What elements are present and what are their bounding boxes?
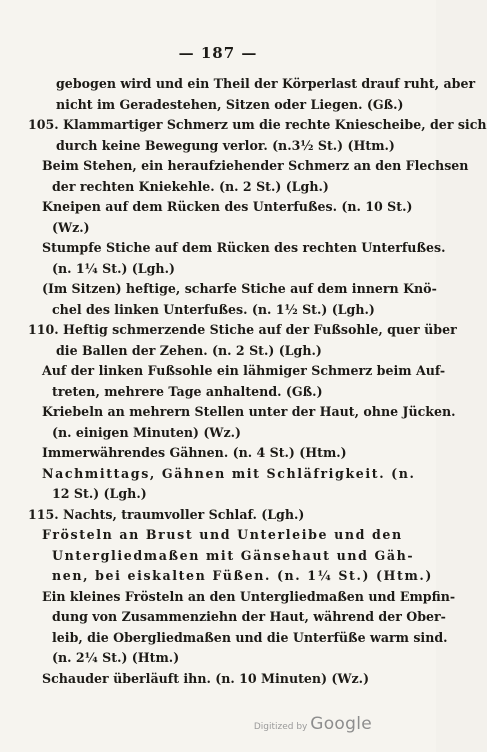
text-line: treten, mehrere Tage anhaltend. (Gß.): [52, 383, 323, 399]
text-line: gebogen wird und ein Theil der Körperlast drauf ruht, aber: [56, 76, 476, 91]
text-line: Kriebeln an mehrern Stellen unter der Haut, ohne Jücken.: [42, 404, 456, 419]
text-line: dung von Zusammenziehn der Haut, während der Ober-: [52, 609, 446, 624]
page-number: — 187 —: [178, 44, 258, 62]
text-line: Stumpfe Stiche auf dem Rücken des rechten Unterfußes.: [42, 240, 446, 255]
text-line: die Ballen der Zehen. (n. 2 St.) (Lgh.): [56, 342, 322, 358]
body-text: [28, 74, 487, 689]
text-line: 110. Heftig schmerzende Stiche auf der Fußsohle, quer über: [28, 322, 457, 337]
text-line: Immerwährendes Gähnen. (n. 4 St.) (Htm.): [42, 445, 347, 460]
text-line: Beim Stehen, ein heraufziehender Schmerz an den Flechsen: [42, 158, 469, 173]
text-line: Ein kleines Frösteln an den Untergliedmaßen und Empfin-: [42, 588, 456, 604]
text-line: (n. 2¼ St.) (Htm.): [52, 650, 180, 665]
text-line: 105. Klammartiger Schmerz um die rechte Kniescheibe, der sich: [28, 117, 487, 132]
text-line: leib, die Obergliedmaßen und die Unterfüße warm sind.: [52, 629, 448, 645]
text-line: 115. Nachts, traumvoller Schlaf. (Lgh.): [28, 506, 305, 522]
text-line: (Im Sitzen) heftige, scharfe Stiche auf dem innern Knö-: [42, 281, 437, 296]
text-line: durch keine Bewegung verlor. (n.3½ St.) (Htm.): [56, 137, 395, 153]
watermark-prefix: Digitized by: [253, 722, 308, 732]
digitized-watermark: [254, 714, 372, 734]
text-line: der rechten Kniekehle. (n. 2 St.) (Lgh.): [52, 178, 329, 194]
text-line: chel des linken Unterfußes. (n. 1½ St.) (Lgh.): [52, 301, 375, 317]
text-line: (Wz.): [52, 219, 90, 235]
text-line: Nachmittags, Gähnen mit Schläfrigkeit. (n.: [42, 465, 416, 481]
text-line: Schauder überläuft ihn. (n. 10 Minuten) (Wz.): [42, 670, 370, 686]
text-line: Frösteln an Brust und Unterleibe und den: [42, 527, 403, 542]
text-line: nicht im Geradestehen, Sitzen oder Liegen. (Gß.): [56, 96, 404, 112]
google-logo: Google: [310, 714, 372, 734]
text-line: (n. einigen Minuten) (Wz.): [52, 424, 241, 440]
text-line: 12 St.) (Lgh.): [52, 486, 147, 501]
text-line: (n. 1¼ St.) (Lgh.): [52, 260, 175, 276]
text-line: nen, bei eiskalten Füßen. (n. 1¼ St.) (Htm.): [52, 568, 433, 583]
text-line: Kneipen auf dem Rücken des Unterfußes. (n. 10 St.): [42, 199, 413, 214]
text-line: Untergliedmaßen mit Gänsehaut und Gäh-: [52, 547, 415, 563]
text-line: Auf der linken Fußsohle ein lähmiger Schmerz beim Auf-: [42, 363, 446, 378]
